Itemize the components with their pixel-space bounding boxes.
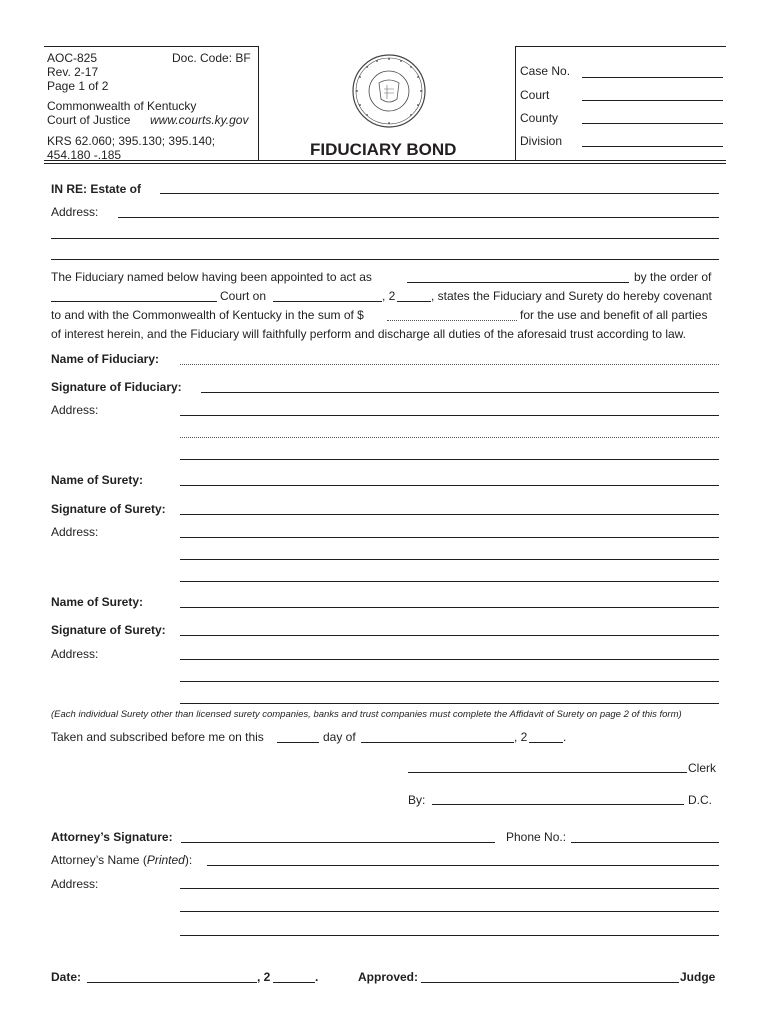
by-label: By: bbox=[408, 793, 426, 807]
subscribed-text-c: , 2 bbox=[514, 730, 528, 744]
court-date-field[interactable] bbox=[273, 301, 382, 302]
krs-line-2: 454.180 -.185 bbox=[47, 148, 122, 162]
deputy-clerk-field[interactable] bbox=[432, 804, 684, 805]
estate-address-line-1[interactable] bbox=[118, 217, 719, 218]
surety-2-address-line-1[interactable] bbox=[180, 659, 719, 660]
fiduciary-address-line-3[interactable] bbox=[180, 459, 719, 460]
fiduciary-name-label: Name of Fiduciary: bbox=[51, 352, 160, 366]
court-seal-icon bbox=[351, 53, 427, 129]
case-no-label: Case No. bbox=[520, 64, 571, 78]
surety-2-signature-label: Signature of Surety: bbox=[51, 623, 166, 637]
attorney-name-label bbox=[51, 853, 192, 867]
covenant-text-2a: Court on bbox=[220, 289, 267, 303]
attorney-address-line-2[interactable] bbox=[180, 911, 719, 912]
date-field[interactable] bbox=[87, 982, 257, 983]
clerk-label: Clerk bbox=[688, 761, 717, 775]
covenant-text-3b: for the use and benefit of all parties bbox=[520, 308, 708, 322]
website-link[interactable]: www.courts.ky.gov bbox=[150, 113, 249, 127]
attorney-signature-field[interactable] bbox=[181, 842, 495, 843]
appointed-as-field[interactable] bbox=[407, 282, 629, 283]
surety-1-address-label: Address: bbox=[51, 525, 99, 539]
bond-amount-field[interactable] bbox=[387, 320, 517, 321]
attorney-address-line-3[interactable] bbox=[180, 935, 719, 936]
estate-address-line-3[interactable] bbox=[51, 259, 719, 260]
surety-2-address-line-3[interactable] bbox=[180, 703, 719, 704]
surety-1-name-label: Name of Surety: bbox=[51, 473, 144, 487]
surety-1-signature-label: Signature of Surety: bbox=[51, 502, 166, 516]
subscribed-day-field[interactable] bbox=[277, 742, 319, 743]
krs-line-1: KRS 62.060; 395.130; 395.140; bbox=[47, 134, 216, 148]
attorney-name-label-a: Attorney’s Name ( bbox=[51, 853, 147, 867]
attorney-name-label-printed: Printed bbox=[146, 853, 185, 867]
covenant-text-2b: , 2 bbox=[382, 289, 396, 303]
affidavit-note: (Each individual Surety other than licensed surety companies, banks and trust companies must complete the Affidavit of Surety on page 2 of this form) bbox=[51, 709, 682, 720]
clerk-signature-field[interactable] bbox=[408, 772, 687, 773]
fiduciary-address-line-2[interactable] bbox=[180, 437, 719, 438]
covenant-text-1a: The Fiduciary named below having been appointed to act as bbox=[51, 270, 372, 284]
subscribed-text-d: . bbox=[563, 730, 567, 744]
county-field[interactable] bbox=[582, 123, 723, 124]
attorney-address-line-1[interactable] bbox=[180, 888, 719, 889]
subscribed-text-b: day of bbox=[323, 730, 356, 744]
covenant-text-4: of interest herein, and the Fiduciary will faithfully perform and discharge all duties of the aforesaid trust according to law. bbox=[51, 327, 686, 341]
appointing-court-field[interactable] bbox=[51, 301, 217, 302]
court-of-justice: Court of Justice bbox=[47, 113, 131, 127]
surety-2-address-label: Address: bbox=[51, 647, 99, 661]
surety-2-name-field[interactable] bbox=[180, 607, 719, 608]
surety-2-name-label: Name of Surety: bbox=[51, 595, 144, 609]
phone-label: Phone No.: bbox=[506, 830, 567, 844]
judge-signature-field[interactable] bbox=[421, 982, 679, 983]
surety-1-name-field[interactable] bbox=[180, 485, 719, 486]
surety-2-signature-field[interactable] bbox=[180, 635, 719, 636]
attorney-address-label: Address: bbox=[51, 877, 99, 891]
date-label: Date: bbox=[51, 970, 82, 984]
subscribed-month-field[interactable] bbox=[361, 742, 514, 743]
fiduciary-name-field[interactable] bbox=[180, 364, 719, 365]
fiduciary-address-label: Address: bbox=[51, 403, 99, 417]
revision: Rev. 2-17 bbox=[47, 65, 99, 79]
dc-label: D.C. bbox=[688, 793, 712, 807]
fiduciary-signature-field[interactable] bbox=[201, 392, 719, 393]
phone-field[interactable] bbox=[571, 842, 719, 843]
date-year-field[interactable] bbox=[273, 982, 315, 983]
covenant-text-1b: by the order of bbox=[634, 270, 712, 284]
court-field[interactable] bbox=[582, 100, 723, 101]
division-label: Division bbox=[520, 134, 563, 148]
date-period: . bbox=[315, 970, 319, 984]
surety-2-address-line-2[interactable] bbox=[180, 681, 719, 682]
surety-1-address-line-2[interactable] bbox=[180, 559, 719, 560]
division-field[interactable] bbox=[582, 146, 723, 147]
page-title: FIDUCIARY BOND bbox=[310, 140, 457, 159]
approved-label: Approved: bbox=[358, 970, 418, 984]
fiduciary-signature-label: Signature of Fiduciary: bbox=[51, 380, 182, 394]
date-year-prefix: , 2 bbox=[257, 970, 271, 984]
doc-code: Doc. Code: BF bbox=[172, 51, 251, 65]
subscribed-year-field[interactable] bbox=[529, 742, 563, 743]
page-number: Page 1 of 2 bbox=[47, 79, 109, 93]
estate-name-field[interactable] bbox=[160, 193, 719, 194]
surety-1-signature-field[interactable] bbox=[180, 514, 719, 515]
fiduciary-address-line-1[interactable] bbox=[180, 415, 719, 416]
subscribed-text-a: Taken and subscribed before me on this bbox=[51, 730, 264, 744]
surety-1-address-line-3[interactable] bbox=[180, 581, 719, 582]
in-re-label: IN RE: Estate of bbox=[51, 182, 142, 196]
estate-address-line-2[interactable] bbox=[51, 238, 719, 239]
commonwealth: Commonwealth of Kentucky bbox=[47, 99, 197, 113]
case-no-field[interactable] bbox=[582, 77, 723, 78]
covenant-text-3a: to and with the Commonwealth of Kentucky in the sum of $ bbox=[51, 308, 364, 322]
attorney-name-label-b: ): bbox=[184, 853, 193, 867]
covenant-text-2c: , states the Fiduciary and Surety do hereby covenant bbox=[431, 289, 712, 303]
judge-label: Judge bbox=[680, 970, 716, 984]
attorney-name-field[interactable] bbox=[207, 865, 719, 866]
attorney-signature-label: Attorney’s Signature: bbox=[51, 830, 173, 844]
form-number: AOC-825 bbox=[47, 51, 98, 65]
estate-address-label: Address: bbox=[51, 205, 99, 219]
court-year-field[interactable] bbox=[397, 301, 431, 302]
court-label: Court bbox=[520, 88, 550, 102]
county-label: County bbox=[520, 111, 559, 125]
surety-1-address-line-1[interactable] bbox=[180, 537, 719, 538]
